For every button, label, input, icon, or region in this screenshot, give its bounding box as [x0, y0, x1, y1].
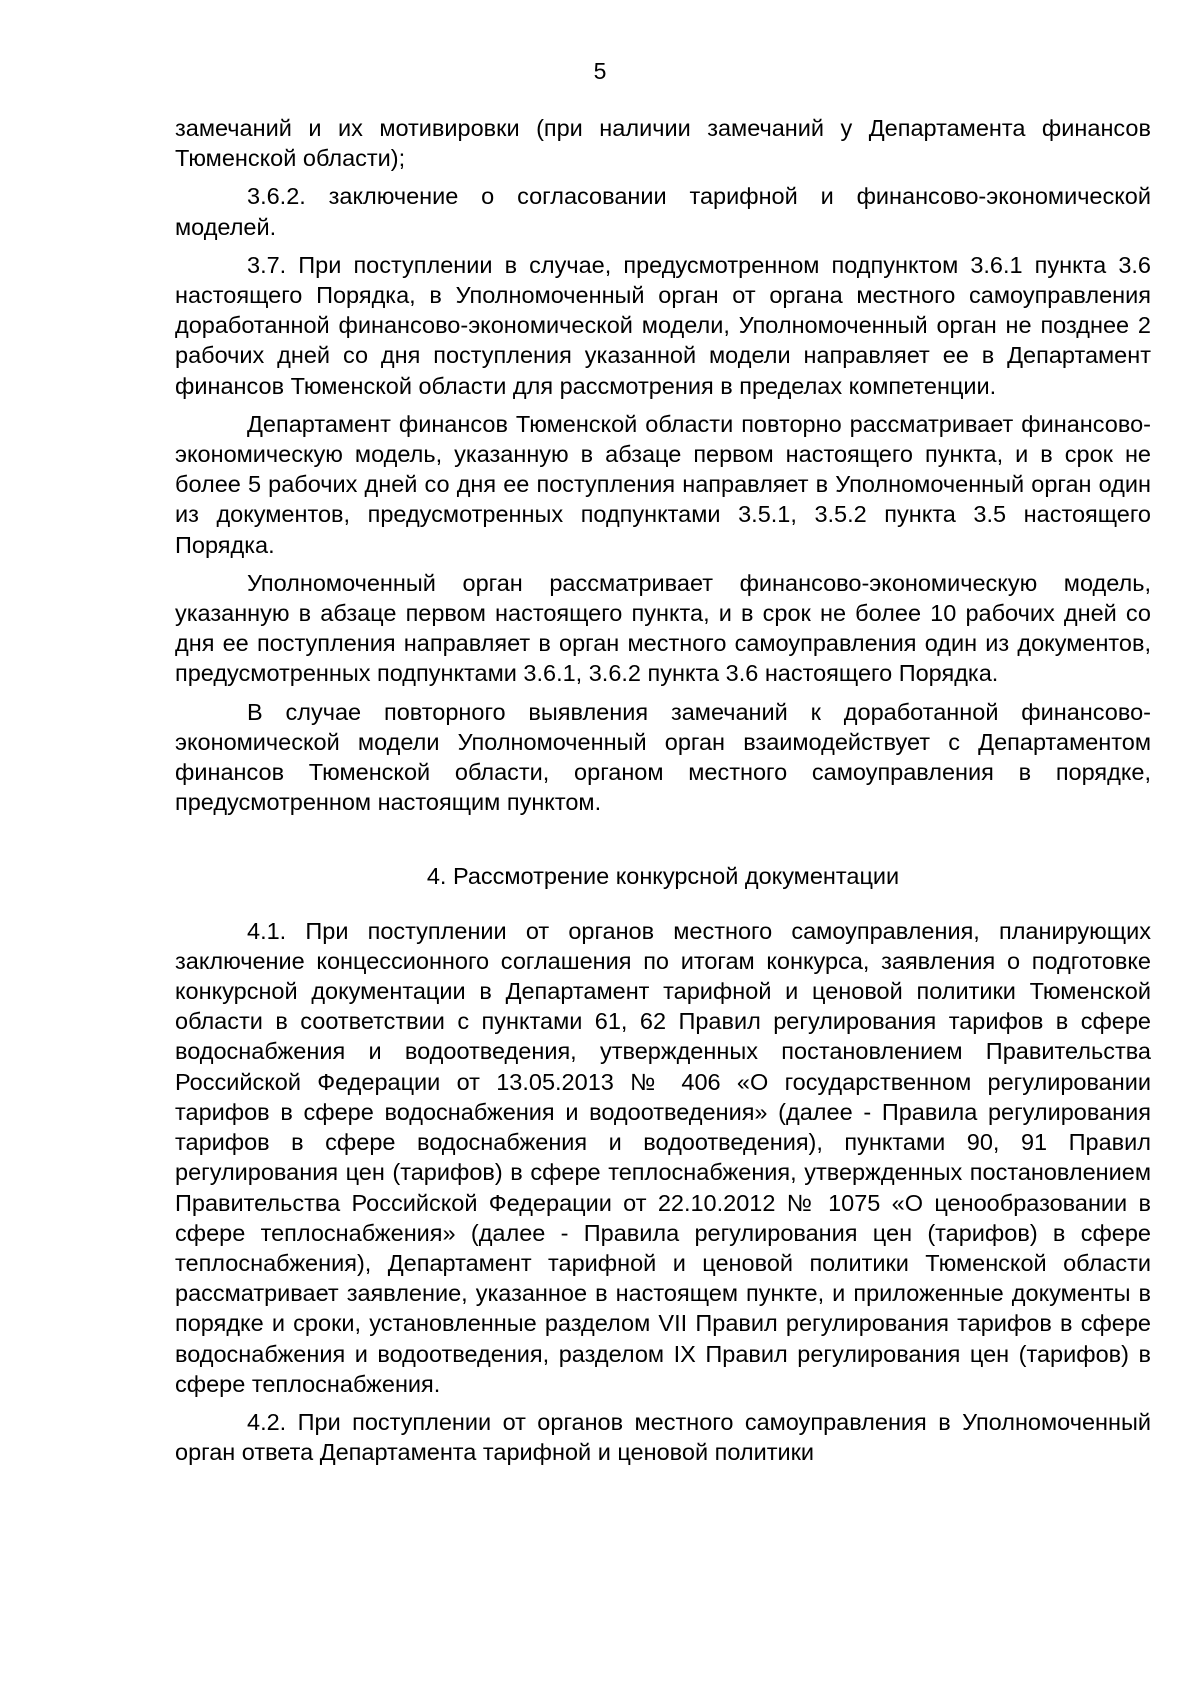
paragraph-4-2: 4.2. При поступлении от органов местного самоуправления в Уполномоченный орган ответа Департамента тарифной и ценовой политики [175, 1408, 1151, 1466]
paragraph-3-7: 3.7. При поступлении в случае, предусмотренном подпунктом 3.6.1 пункта 3.6 настоящего Порядка, в Уполномоченный орган от органа местного самоуправления доработанной финансово-экономической модели, Уполномоченный орган не позднее 2 рабочих дней со дня поступления указанной модели направляет ее в Департамент финансов Тюменской области для рассмотрения в пределах компетенции. [175, 251, 1151, 399]
section-heading: 4. Рассмотрение конкурсной документации [426, 863, 900, 890]
paragraph-4-1: 4.1. При поступлении от органов местного самоуправления, планирующих заключение концессионного соглашения по итогам конкурса, заявления о подготовке конкурсной документации в Департамент тарифной и ценовой политики Тюменской области в соответствии с пунктами 61, 62 Правил регулирования тарифов в сфере водоснабжения и водоотведения, утвержденных постановлением Правительства Российской Федерации от 13.05.2013 № 406 «О государственном регулировании тарифов в сфере водоснабжения и водоотведения» (далее - Правила регулирования тарифов в сфере водоснабжения и водоотведения), пунктами 90, 91 Правил регулирования цен (тарифов) в сфере теплоснабжения, утвержденных постановлением Правительства Российской Федерации от 22.10.2012 № 1075 «О ценообразовании в сфере теплоснабжения» (далее - Правила регулирования цен (тарифов) в сфере теплоснабжения), Департамент тарифной и ценовой политики Тюменской области рассматривает заявление, указанное в настоящем пункте, и приложенные документы в порядке и сроки, установленные разделом VII Правил регулирования тарифов в сфере водоснабжения и водоотведения, разделом IX Правил регулирования цен (тарифов) в сфере теплоснабжения. [175, 917, 1151, 1397]
paragraph-3-6-2: 3.6.2. заключение о согласовании тарифной и финансово-экономической моделей. [175, 183, 1151, 240]
paragraph-3-7-dept-finance: Департамент финансов Тюменской области повторно рассматривает финансово-экономическую модель, указанную в абзаце первом настоящего пункта, и в срок не более 5 рабочих дней со дня ее поступления направляет в Уполномоченный орган один из документов, предусмотренных подпунктами 3.5.1, 3.5.2 пункта 3.5 настоящего Порядка. [175, 410, 1151, 558]
paragraph-continuation: замечаний и их мотивировки (при наличии замечаний у Департамента финансов Тюменской области); [175, 115, 1151, 172]
page-number: 5 [593, 58, 607, 84]
paragraph-3-7-authorized-body: Уполномоченный орган рассматривает финансово-экономическую модель, указанную в абзаце первом настоящего пункта, и в срок не более 10 рабочих дней со дня ее поступления направляет в орган местного самоуправления один из документов, предусмотренных подпунктами 3.6.1, 3.6.2 пункта 3.6 настоящего Порядка. [175, 569, 1151, 687]
document-body [175, 113, 1151, 1475]
paragraph-3-7-repeat-remarks: В случае повторного выявления замечаний к доработанной финансово-экономической модели Уполномоченный орган взаимодействует с Департаментом финансов Тюменской области, органом местного самоуправления в порядке, предусмотренном настоящим пунктом. [175, 698, 1151, 816]
